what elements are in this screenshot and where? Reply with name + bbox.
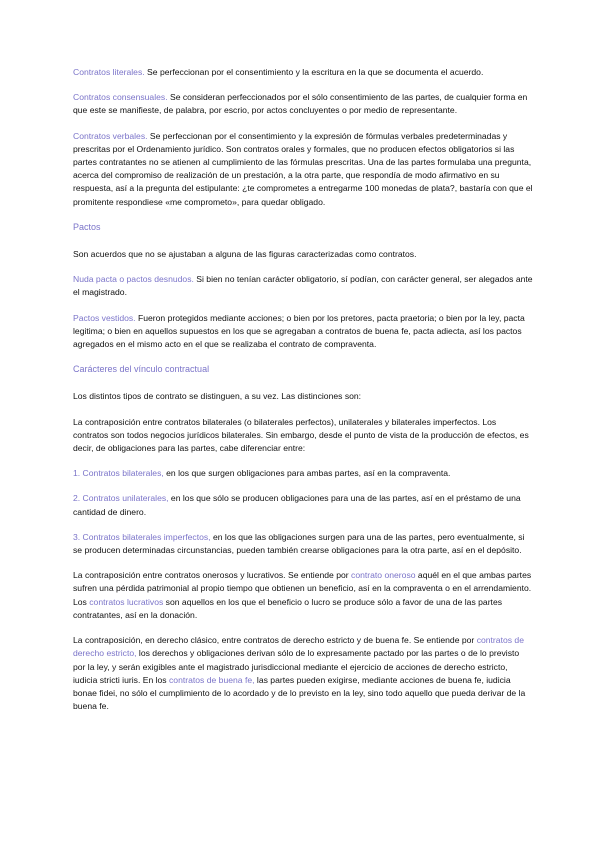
term-contratos-literales: Contratos literales. <box>73 67 145 77</box>
term-contrato-oneroso: contrato oneroso <box>351 570 416 581</box>
paragraph-contratos-unilaterales <box>73 492 533 518</box>
paragraph-contraposicion-bilaterales: La contraposición entre contratos bilaterales (o bilaterales perfectos), unilaterales y bilaterales imperfectos. Los contratos son todos negocios jurídicos bilaterales. Sin embargo, desde el punto de vista de la producción de efectos, es decir, de obligaciones para las partes, cabe diferenciar entre: <box>73 416 529 454</box>
paragraph-text: en los que sólo se producen obligaciones para una de las partes, así en el préstamo de una cantidad de dinero. <box>73 493 521 517</box>
term-contratos-buena-fe: contratos de buena fe, <box>169 674 255 685</box>
paragraph-text: Si bien no tenían carácter obligatorio, sí podían, con carácter general, ser alegados ante el magistrado. <box>73 274 533 298</box>
heading-caracteres: Carácteres del vínculo contractual <box>73 364 210 375</box>
paragraph-text: Fueron protegidos mediante acciones; o bien por los pretores, pacta praetoria; o bien por la ley, pacta legitima; o bien en aquellos supuestos en los que se agregaban a contratos de buena fe, pacta adiecta, así los pactos agregados en el mismo acto en el que se realizaba el contrato de compraventa. <box>73 312 525 350</box>
term-bilaterales-imperfectos: 3. Contratos bilaterales imperfectos, <box>73 531 211 542</box>
paragraph-pactos-vestidos <box>73 312 533 352</box>
paragraph-derecho-estricto-buena-fe <box>73 634 533 713</box>
term-nuda-pacta: Nuda pacta o pactos desnudos. <box>73 274 194 285</box>
term-contratos-bilaterales: 1. Contratos bilaterales, <box>73 468 164 479</box>
term-contratos-consensuales: Contratos consensuales. <box>73 92 168 103</box>
paragraph-text: Se perfeccionan por el consentimiento y la escritura en la que se documenta el acuerdo. <box>144 67 484 77</box>
term-contratos-unilaterales: 2. Contratos unilaterales, <box>73 493 169 504</box>
heading-pactos: Pactos <box>73 221 101 232</box>
paragraph-nuda-pacta <box>73 273 533 299</box>
term-pactos-vestidos: Pactos vestidos. <box>73 312 136 323</box>
term-contratos-verbales: Contratos verbales. <box>73 130 148 141</box>
paragraph-text: aquél en el que ambas partes sufren una pérdida patrimonial al propio tiempo que obtienen un beneficio, así en la compraventa o en el arrendamiento. Los <box>73 570 532 607</box>
paragraph-text: Se perfeccionan por el consentimiento y la expresión de fórmulas verbales predeterminadas y prescritas por el Ordenamiento jurídico. Son contratos orales y formales, que no producen efectos obligatorios si las partes contratantes no se atienen al cumplimiento de las fórmulas prescritas. Una de las partes formulaba una pregunta, acerca del compromiso de realización de un prestación, a la otra parte, que respondía de modo afirmativo en su respuesta, así a la pregunta del estipulante: ¿te comprometes a entregarme 100 monedas de plata?, bastaría con que el promitente respondiese «me comprometo», para quedar obligado. <box>73 130 533 207</box>
paragraph-text: La contraposición, en derecho clásico, entre contratos de derecho estricto y de buena fe. Se entiende por <box>73 635 477 646</box>
paragraph-distinciones-intro: Los distintos tipos de contrato se distinguen, a su vez. Las distinciones son: <box>73 391 362 402</box>
paragraph-contratos-consensuales <box>73 91 533 117</box>
document-body <box>73 66 533 725</box>
paragraph-contratos-verbales <box>73 130 533 209</box>
paragraph-text: en los que surgen obligaciones para ambas partes, así en la compraventa. <box>163 468 451 479</box>
paragraph-text: La contraposición entre contratos onerosos y lucrativos. Se entiende por <box>73 570 352 581</box>
paragraph-contratos-literales <box>73 66 533 79</box>
term-contratos-lucrativos: contratos lucrativos <box>89 596 164 607</box>
paragraph-text: Se consideran perfeccionados por el sólo consentimiento de las partes, de cualquier forma en que este se manifieste, de palabra, por escrio, por actos concluyentes o por medio de representante. <box>73 92 528 116</box>
paragraph-contratos-bilaterales <box>73 467 533 480</box>
paragraph-text: los derechos y obligaciones derivan sólo de lo expresamente pactado por las partes o de lo previsto por la ley, y serán exigibles ante el magistrado jurisdiccional mediante el ejercicio de acciones de derecho estricto, iudicia stricti iuris. En los <box>73 648 520 685</box>
paragraph-bilaterales-imperfectos <box>73 531 533 557</box>
paragraph-onerosos-lucrativos <box>73 569 533 622</box>
paragraph-text: son aquellos en los que el beneficio o lucro se produce sólo a favor de una de las partes contratantes, así en la donación. <box>73 596 503 620</box>
paragraph-pactos-intro: Son acuerdos que no se ajustaban a alguna de las figuras caracterizadas como contratos. <box>73 249 417 260</box>
paragraph-text: las partes pueden exigirse, mediante acciones de buena fe, iudicia bonae fidei, no sólo el cumplimiento de lo acordado y de lo previsto en la ley, sino todo aquello que pueda derivar de la buena fe. <box>73 674 526 712</box>
paragraph-text: en los que las obligaciones surgen para una de las partes, pero eventualmente, si se producen determinadas circunstancias, pueden también crearse obligaciones para la otra parte, así en el depósito. <box>73 531 525 556</box>
term-contratos-derecho-estricto: contratos de derecho estricto, <box>73 635 524 659</box>
